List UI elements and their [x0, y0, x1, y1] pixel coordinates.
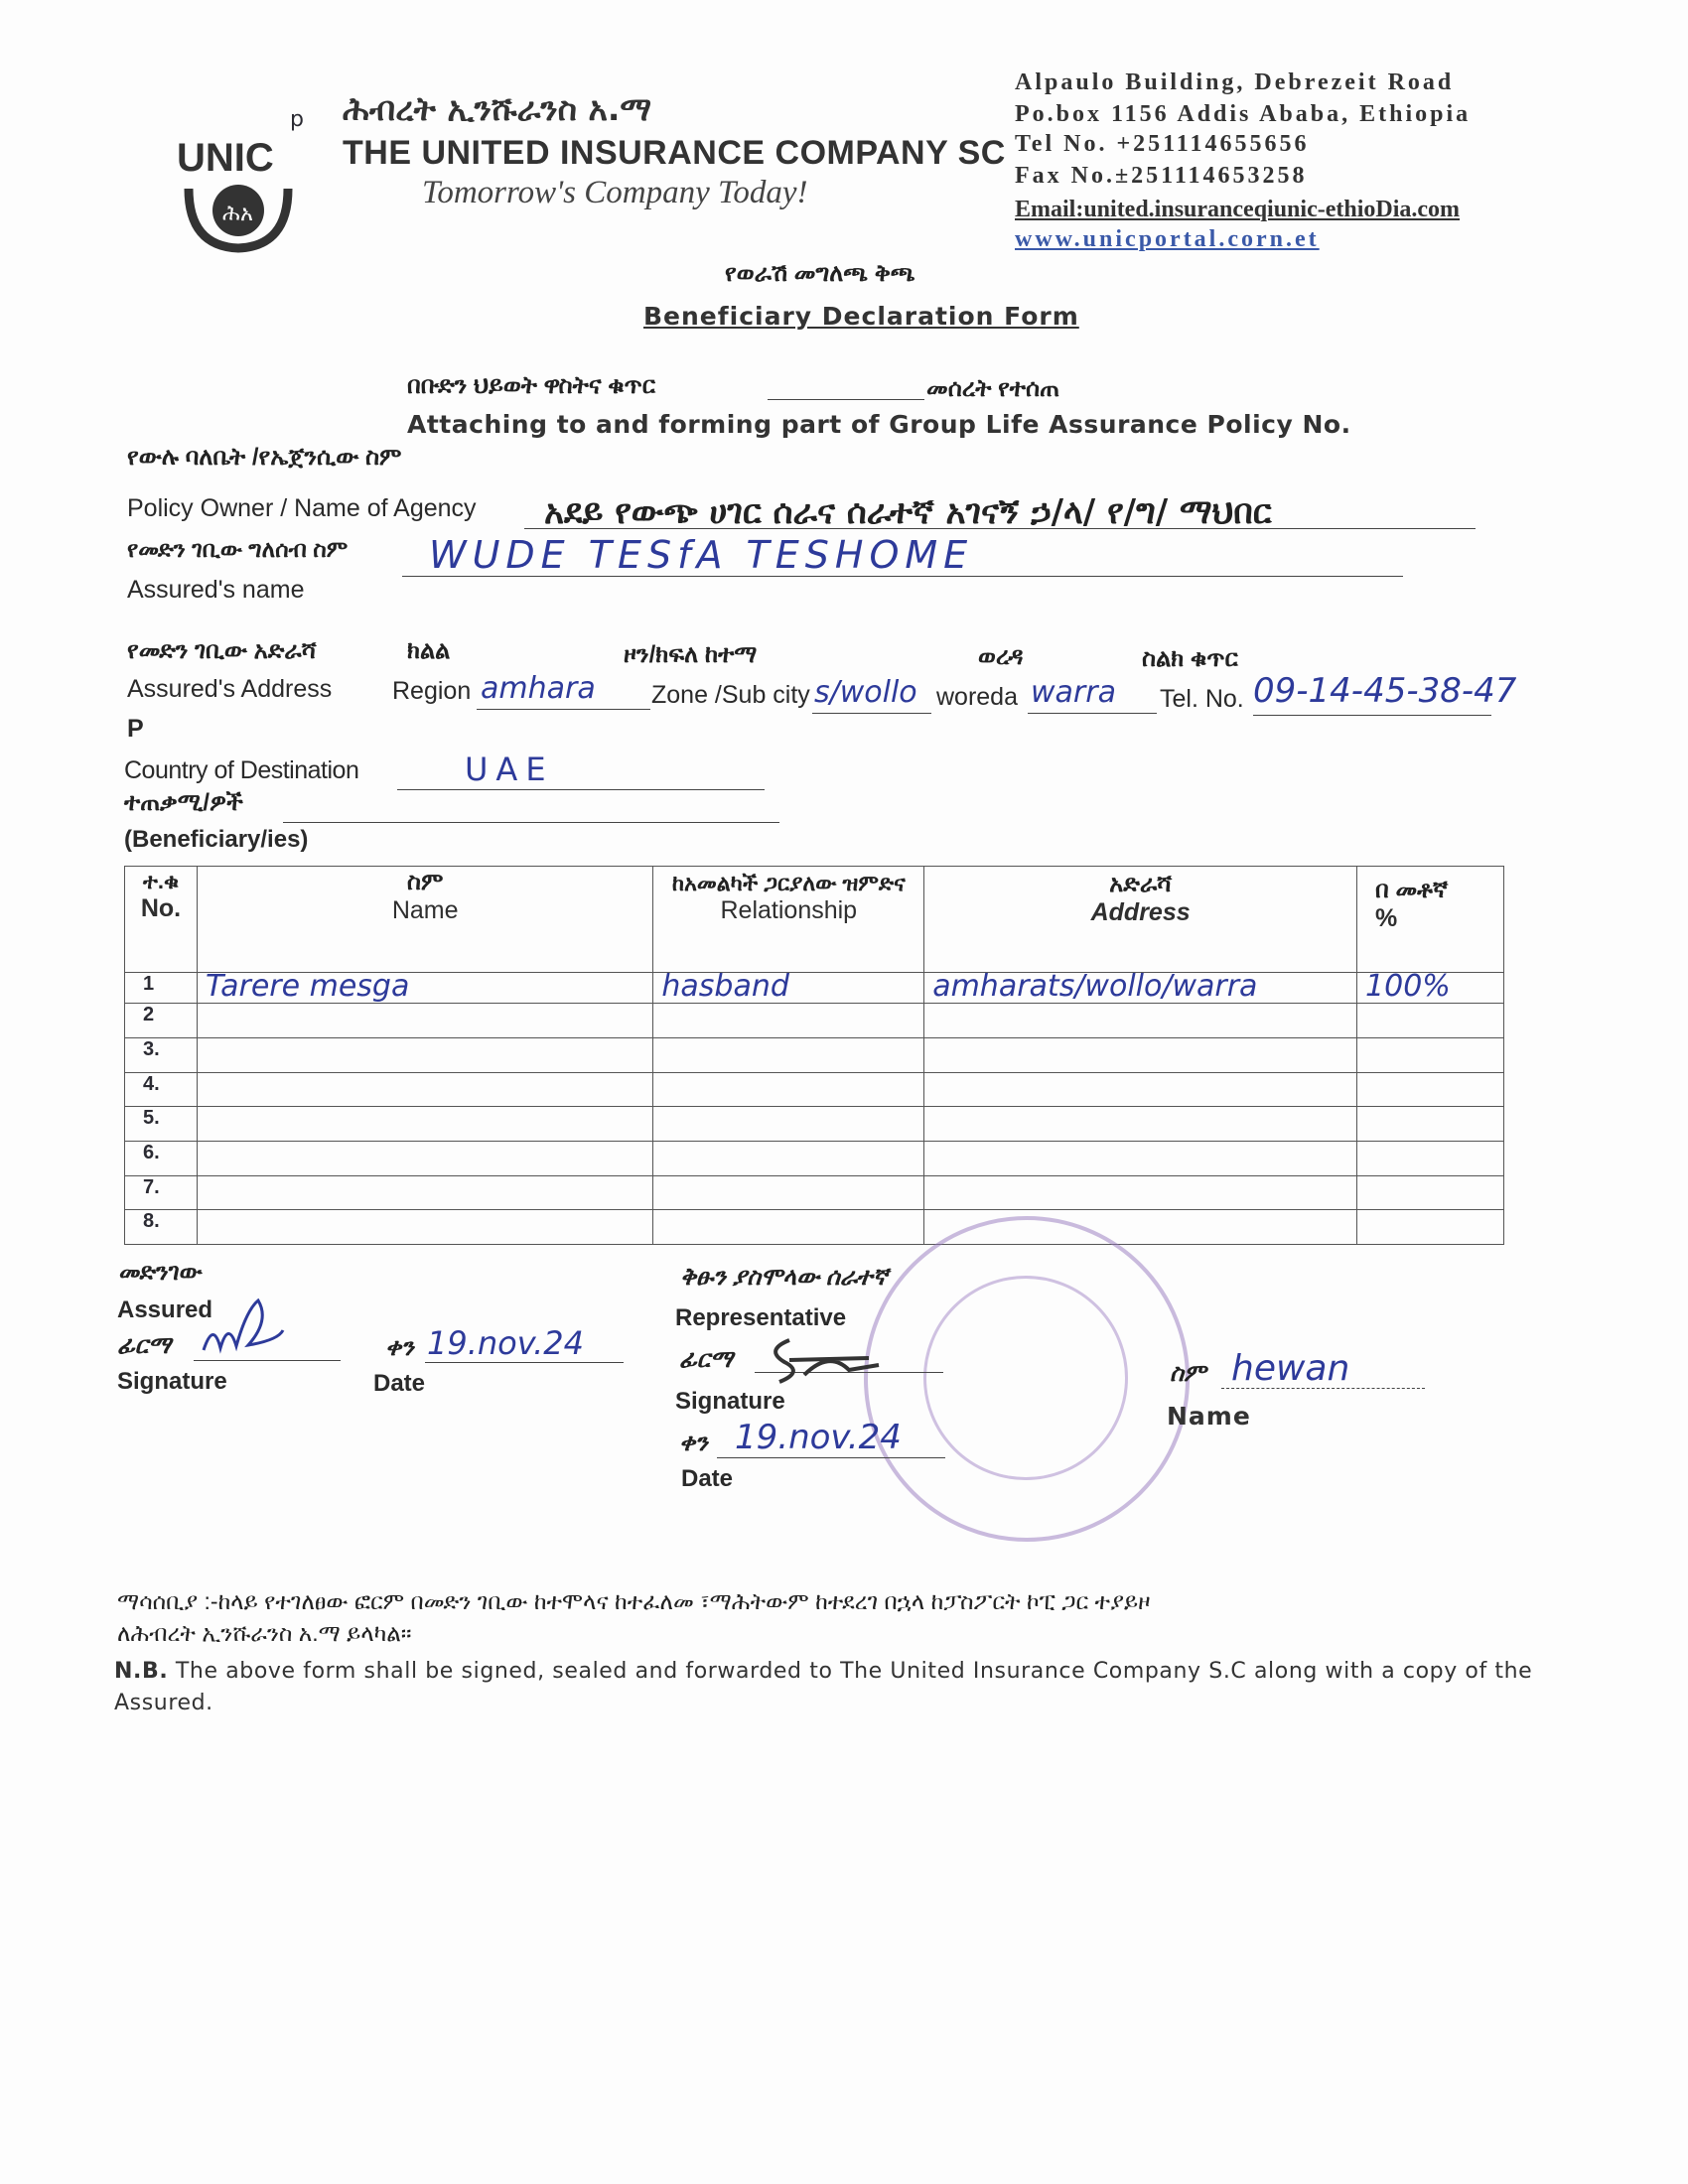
rep-name-value[interactable]: hewan — [1231, 1348, 1350, 1389]
percent-cell[interactable] — [1357, 1004, 1504, 1038]
percent-cell[interactable] — [1357, 1038, 1504, 1073]
beneficiary-table — [124, 866, 1504, 1245]
percent-cell[interactable] — [1357, 1142, 1504, 1176]
assured-date-label: Date — [373, 1370, 426, 1397]
assured-name-value[interactable]: WUDE TESfA TESHOME — [429, 533, 974, 577]
telephone: Tel No. +251114655656 — [1015, 131, 1310, 157]
policy-no-amharic-b: መሰረት የተሰጠ — [926, 375, 1060, 402]
relationship-cell[interactable] — [653, 1107, 924, 1142]
relationship-cell[interactable] — [653, 1004, 924, 1038]
tel-label: Tel. No. — [1160, 685, 1244, 713]
table-row — [125, 1142, 1504, 1176]
col-header-address: አድራሻ Address — [924, 867, 1357, 973]
beneficiary-name-cell[interactable] — [197, 1004, 652, 1038]
footer-note-text: The above form shall be signed, sealed and forwarded to The United Insurance Company S.C along with a copy of the Assured. — [114, 1659, 1533, 1715]
beneficiary-name-cell[interactable]: Tarere mesga — [197, 973, 652, 1004]
percent-cell[interactable] — [1357, 1107, 1504, 1142]
footer-note-label: N.B. — [114, 1659, 169, 1684]
table-header-row — [125, 867, 1504, 973]
svg-text:ሕአ: ሕአ — [222, 202, 253, 226]
company-name-amharic: ሕብረት ኢንሹራንስ አ.ማ — [343, 89, 652, 128]
company-tagline: Tomorrow's Company Today! — [422, 175, 808, 210]
owner-label: Policy Owner / Name of Agency — [127, 494, 477, 522]
rep-name-amharic: ስም — [1170, 1360, 1206, 1387]
address-line-2: Po.box 1156 Addis Ababa, Ethiopia — [1015, 101, 1472, 127]
assured-signature-label: Signature — [117, 1368, 227, 1395]
row-number: 1 — [125, 973, 198, 1004]
rep-date-label: Date — [681, 1465, 734, 1492]
footer-note-amharic-1: ማሳሰቢያ :-ከላይ የተገለፀው ፎርም በመድን ገቢው ከተሞላና ከተፈለመ ፣ማሕትውም ከተደረገ በኋላ ከፓስፖርት ኮፒ ጋር ተያይዞ — [117, 1588, 1151, 1614]
policy-no-label: Attaching to and forming part of Group Life Assurance Policy No. — [407, 410, 1351, 439]
relationship-cell[interactable]: hasband — [653, 973, 924, 1004]
table-row — [125, 1004, 1504, 1038]
woreda-label-amharic: ወረዳ — [978, 643, 1024, 670]
fax: Fax No.±251114653258 — [1015, 163, 1308, 189]
relationship-cell[interactable] — [653, 1175, 924, 1210]
percent-cell[interactable] — [1357, 1072, 1504, 1107]
rep-signature[interactable] — [760, 1330, 899, 1390]
rep-label: Representative — [675, 1304, 847, 1331]
address-cell[interactable] — [924, 1038, 1357, 1073]
company-name: THE UNITED INSURANCE COMPANY SC — [343, 134, 1006, 172]
address-line-1: Alpaulo Building, Debrezeit Road — [1015, 69, 1455, 95]
footer-note — [114, 1656, 1554, 1719]
country-value[interactable]: UAE — [465, 751, 554, 788]
row-number: 6. — [125, 1142, 198, 1176]
row-number: 8. — [125, 1210, 198, 1245]
region-line — [477, 709, 650, 710]
table-row — [125, 1210, 1504, 1245]
row-number: 4. — [125, 1072, 198, 1107]
col-header-no: ተ.ቁ No. — [125, 867, 198, 973]
table-row — [125, 1107, 1504, 1142]
row-number: 5. — [125, 1107, 198, 1142]
col-header-percent: በ መቶኛ % — [1357, 867, 1504, 973]
assured-date-amharic: ቀን — [385, 1334, 414, 1361]
address-cell[interactable] — [924, 1004, 1357, 1038]
relationship-cell[interactable] — [653, 1072, 924, 1107]
rep-date-value[interactable]: 19.nov.24 — [735, 1418, 902, 1457]
company-seal-inner — [923, 1276, 1128, 1480]
country-line — [397, 789, 765, 790]
assured-sig-amharic-field: ፊርማ — [117, 1332, 172, 1359]
table-row — [125, 973, 1504, 1004]
website-link[interactable]: www.unicportal.corn.et — [1015, 226, 1320, 252]
table-row — [125, 1038, 1504, 1073]
beneficiary-name-cell[interactable] — [197, 1038, 652, 1073]
zone-label-amharic: ዞን/ክፍለ ከተማ — [624, 641, 758, 668]
assured-date-line — [425, 1362, 624, 1363]
beneficiary-name-cell[interactable] — [197, 1175, 652, 1210]
tel-value[interactable]: 09-14-45-38-47 — [1253, 671, 1517, 711]
table-row — [125, 1175, 1504, 1210]
policy-no-line — [768, 399, 924, 400]
policy-no-amharic-a: በቡድን ህይወት ዋስትና ቁጥር — [407, 372, 656, 399]
address-cell[interactable] — [924, 1107, 1357, 1142]
assured-date-value[interactable]: 19.nov.24 — [427, 1324, 584, 1362]
relationship-cell[interactable] — [653, 1142, 924, 1176]
col-header-relationship: ከአመልካች ጋርያለው ዝምድና Relationship — [653, 867, 924, 973]
assured-sig-amharic: መድንገው — [119, 1259, 203, 1286]
owner-label-amharic: የውሉ ባለቤት /የኤጀንሲው ስም — [127, 444, 402, 471]
rep-date-amharic: ቀን — [679, 1430, 708, 1456]
p-mark: P — [127, 715, 144, 743]
beneficiary-name-cell[interactable] — [197, 1072, 652, 1107]
logo-mark: p — [290, 107, 304, 132]
rep-name-label: Name — [1167, 1402, 1251, 1431]
zone-value[interactable]: s/wollo — [814, 675, 917, 710]
relationship-cell[interactable] — [653, 1038, 924, 1073]
percent-cell[interactable]: 100% — [1357, 973, 1504, 1004]
address-label: Assured's Address — [127, 675, 333, 703]
assured-name-label: Assured's name — [127, 576, 305, 604]
woreda-label: woreda — [936, 683, 1018, 711]
rep-date-line — [717, 1457, 945, 1458]
row-number: 3. — [125, 1038, 198, 1073]
beneficiary-line — [283, 822, 779, 823]
beneficiary-name-cell[interactable] — [197, 1107, 652, 1142]
beneficiary-name-cell[interactable] — [197, 1142, 652, 1176]
assured-sig-label: Assured — [117, 1297, 213, 1323]
tel-label-amharic: ስልክ ቁጥር — [1142, 645, 1238, 672]
assured-name-amharic: የመድን ገቢው ግለሰብ ስም — [127, 536, 349, 562]
rep-signature-label: Signature — [675, 1388, 785, 1415]
address-cell[interactable] — [924, 1142, 1357, 1176]
woreda-value[interactable]: warra — [1031, 675, 1116, 710]
woreda-line — [1028, 713, 1157, 714]
row-number: 2 — [125, 1004, 198, 1038]
address-cell[interactable] — [924, 1072, 1357, 1107]
percent-cell[interactable] — [1357, 1210, 1504, 1245]
zone-line — [812, 713, 931, 714]
region-label-amharic: ክልል — [407, 637, 451, 664]
row-number: 7. — [125, 1175, 198, 1210]
assured-signature[interactable] — [199, 1291, 288, 1370]
footer-note-amharic-2: ለሕብረት ኢንሹራንስ አ.ማ ይላካል። — [117, 1620, 412, 1646]
region-label: Region — [392, 677, 472, 705]
col-header-name: ስም Name — [197, 867, 652, 973]
beneficiary-label-amharic: ተጠቃሚ/ዎች — [124, 789, 243, 816]
email-link[interactable]: Email:united.insuranceqiunic-ethioDia.com — [1015, 197, 1461, 222]
rep-amharic: ቅፁን ያስሞላው ሰራተኛ — [680, 1264, 888, 1291]
svg-text:UNIC: UNIC — [177, 136, 274, 180]
owner-value[interactable]: አደይ የውጭ ሀገር ሰራና ሰራተኛ አገናኝ ኃ/ላ/ የ/ግ/ ማህበር — [544, 492, 1272, 532]
beneficiary-label: (Beneficiary/ies) — [124, 826, 309, 853]
beneficiary-name-cell[interactable] — [197, 1210, 652, 1245]
rep-sig-amharic: ፊርማ — [679, 1346, 734, 1373]
tel-line — [1253, 715, 1491, 716]
form-title-amharic: የወራሽ መግለጫ ቅጫ — [725, 260, 915, 287]
relationship-cell[interactable] — [653, 1210, 924, 1245]
company-logo — [169, 129, 308, 258]
address-cell[interactable]: amharats/wollo/warra — [924, 973, 1357, 1004]
region-value[interactable]: amhara — [481, 671, 596, 706]
percent-cell[interactable] — [1357, 1175, 1504, 1210]
address-label-amharic: የመድን ገቢው አድራሻ — [127, 637, 317, 664]
address-cell[interactable] — [924, 1175, 1357, 1210]
table-row — [125, 1072, 1504, 1107]
country-label: Country of Destination — [124, 756, 359, 784]
zone-label: Zone /Sub city — [651, 681, 810, 709]
form-title: Beneficiary Declaration Form — [643, 302, 1079, 331]
